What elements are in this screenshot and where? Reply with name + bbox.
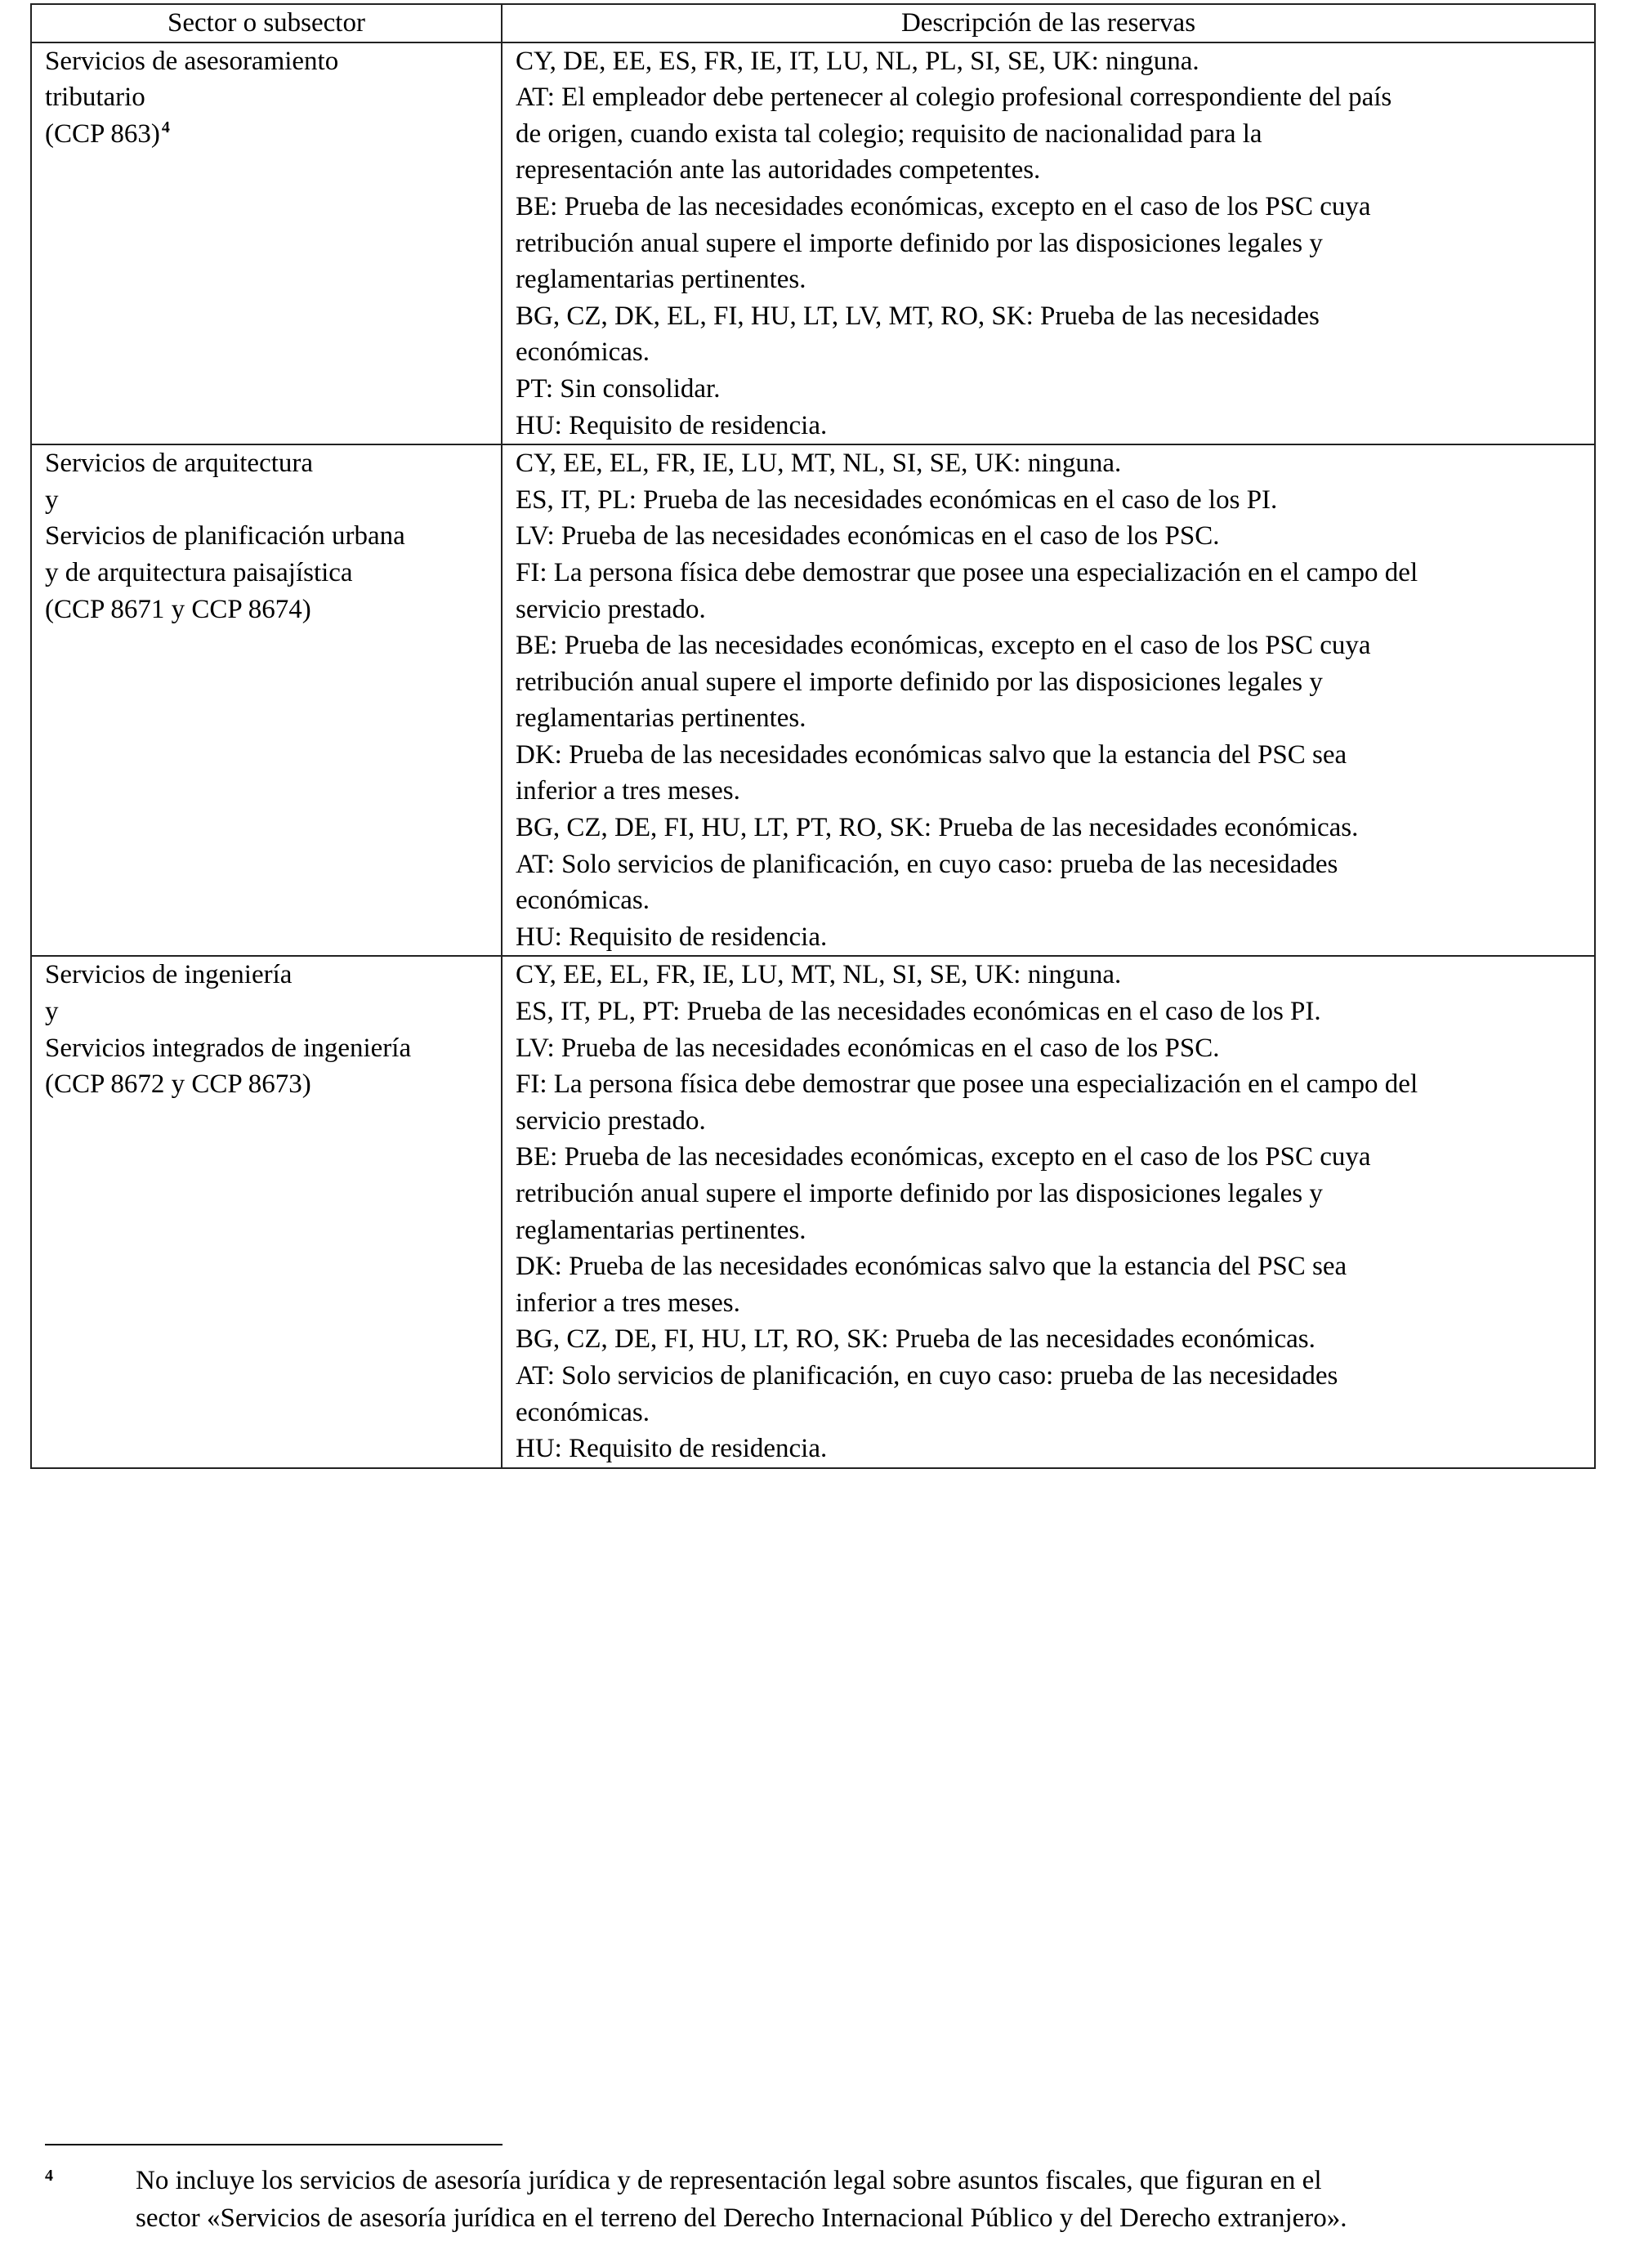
table-body — [31, 42, 1595, 1468]
description-line: HU: Requisito de residencia. — [516, 410, 828, 440]
description-line: FI: La persona física debe demostrar que posee una especialización en el campo del — [516, 557, 1418, 587]
description-line: económicas. — [516, 337, 650, 368]
description-line: BE: Prueba de las necesidades económicas, excepto en el caso de los PSC cuya — [516, 1142, 1371, 1172]
description-line: HU: Requisito de residencia. — [516, 1434, 828, 1464]
description-line: reglamentarias pertinentes. — [516, 703, 806, 734]
sector-line — [45, 555, 501, 592]
sector-line — [45, 482, 501, 519]
description-line: económicas. — [516, 1397, 650, 1427]
description-line: retribución anual supere el importe definido por las disposiciones legales y — [516, 228, 1323, 258]
sector-line — [45, 43, 501, 80]
description-line: CY, EE, EL, FR, IE, LU, MT, NL, SI, SE, UK: ninguna. — [516, 449, 1122, 479]
description-line: reglamentarias pertinentes. — [516, 1215, 806, 1245]
footnote-line: sector «Servicios de asesoría jurídica en el terreno del Derecho Internacional Público y del Derecho extranjero». — [136, 2203, 1347, 2233]
table-row — [31, 42, 1595, 445]
description-line: BG, CZ, DK, EL, FI, HU, LT, LV, MT, RO, SK: Prueba de las necesidades — [516, 301, 1320, 331]
table-row — [31, 956, 1595, 1467]
description-line: BG, CZ, DE, FI, HU, LT, RO, SK: Prueba de las necesidades económicas. — [516, 1324, 1316, 1355]
sector-line — [45, 592, 501, 628]
description-cell — [502, 42, 1595, 445]
footnote-line: No incluye los servicios de asesoría jurídica y de representación legal sobre asuntos fiscales, que figuran en el — [136, 2166, 1322, 2195]
description-line: ES, IT, PL: Prueba de las necesidades económicas en el caso de los PI. — [516, 484, 1278, 515]
description-line: FI: La persona física debe demostrar que posee una especialización en el campo del — [516, 1069, 1418, 1100]
description-line: BG, CZ, DE, FI, HU, LT, PT, RO, SK: Prueba de las necesidades económicas. — [516, 813, 1359, 843]
sector-line-text: Servicios de ingeniería — [45, 960, 293, 990]
description-line: HU: Requisito de residencia. — [516, 922, 828, 952]
sector-line-text: y de arquitectura paisajística — [45, 557, 353, 587]
sector-line-text: y — [45, 997, 59, 1027]
description-line: LV: Prueba de las necesidades económicas en el caso de los PSC. — [516, 521, 1220, 551]
sector-line-text: (CCP 863) — [45, 118, 160, 149]
description-line: representación ante las autoridades competentes. — [516, 155, 1041, 185]
sector-line-text: y — [45, 484, 59, 515]
description-line: económicas. — [516, 886, 650, 916]
sector-line-text: Servicios de asesoramiento — [45, 46, 339, 76]
description-line: DK: Prueba de las necesidades económicas salvo que la estancia del PSC sea — [516, 739, 1347, 770]
header-sector: Sector o subsector — [31, 4, 502, 42]
description-line: DK: Prueba de las necesidades económicas salvo que la estancia del PSC sea — [516, 1252, 1347, 1282]
description-line: BE: Prueba de las necesidades económicas, excepto en el caso de los PSC cuya — [516, 191, 1371, 221]
sector-line-text: Servicios de arquitectura — [45, 449, 314, 479]
sector-line — [45, 518, 501, 555]
description-cell — [502, 956, 1595, 1467]
sector-line — [45, 445, 501, 482]
description-line: servicio prestado. — [516, 594, 706, 624]
sector-line — [45, 116, 501, 153]
sector-cell — [31, 956, 502, 1467]
description-line: AT: El empleador debe pertenecer al colegio profesional correspondiente del país — [516, 83, 1392, 113]
table-row — [31, 444, 1595, 956]
sector-line-text: tributario — [45, 83, 145, 113]
description-line: CY, DE, EE, ES, FR, IE, IT, LU, NL, PL, SI, SE, UK: ninguna. — [516, 46, 1199, 76]
sector-line — [45, 993, 501, 1030]
sector-line — [45, 1066, 501, 1103]
description-line: retribución anual supere el importe definido por las disposiciones legales y — [516, 1179, 1323, 1208]
sector-line — [45, 957, 501, 993]
description-line: AT: Solo servicios de planificación, en cuyo caso: prueba de las necesidades — [516, 1360, 1338, 1391]
description-line: inferior a tres meses. — [516, 1288, 740, 1318]
reservations-table — [30, 3, 1596, 1469]
sector-cell — [31, 42, 502, 445]
description-line: servicio prestado. — [516, 1105, 706, 1136]
sector-line-text: Servicios de planificación urbana — [45, 521, 405, 551]
footnote-reference: 4 — [161, 118, 170, 136]
sector-line — [45, 1030, 501, 1067]
table-header-row — [31, 4, 1595, 42]
description-line: PT: Sin consolidar. — [516, 373, 721, 404]
header-description: Descripción de las reservas — [502, 4, 1595, 42]
sector-line — [45, 79, 501, 116]
sector-line-text: (CCP 8672 y CCP 8673) — [45, 1069, 311, 1100]
description-cell — [502, 444, 1595, 956]
description-line: inferior a tres meses. — [516, 776, 740, 806]
sector-line-text: (CCP 8671 y CCP 8674) — [45, 594, 311, 624]
footnote-separator — [45, 2144, 503, 2145]
description-line: CY, EE, EL, FR, IE, LU, MT, NL, SI, SE, UK: ninguna. — [516, 960, 1122, 990]
description-line: AT: Solo servicios de planificación, en cuyo caso: prueba de las necesidades — [516, 849, 1338, 879]
description-line: retribución anual supere el importe definido por las disposiciones legales y — [516, 667, 1323, 697]
footnote-text — [136, 2162, 1347, 2237]
description-line: de origen, cuando exista tal colegio; requisito de nacionalidad para la — [516, 118, 1262, 149]
sector-line-text: Servicios integrados de ingeniería — [45, 1033, 412, 1063]
description-line: BE: Prueba de las necesidades económicas, excepto en el caso de los PSC cuya — [516, 631, 1371, 661]
sector-cell — [31, 444, 502, 956]
description-line: ES, IT, PL, PT: Prueba de las necesidades económicas en el caso de los PI. — [516, 997, 1321, 1027]
footnote-number: 4 — [45, 2167, 53, 2185]
description-line: reglamentarias pertinentes. — [516, 265, 806, 295]
description-line: LV: Prueba de las necesidades económicas en el caso de los PSC. — [516, 1033, 1220, 1063]
